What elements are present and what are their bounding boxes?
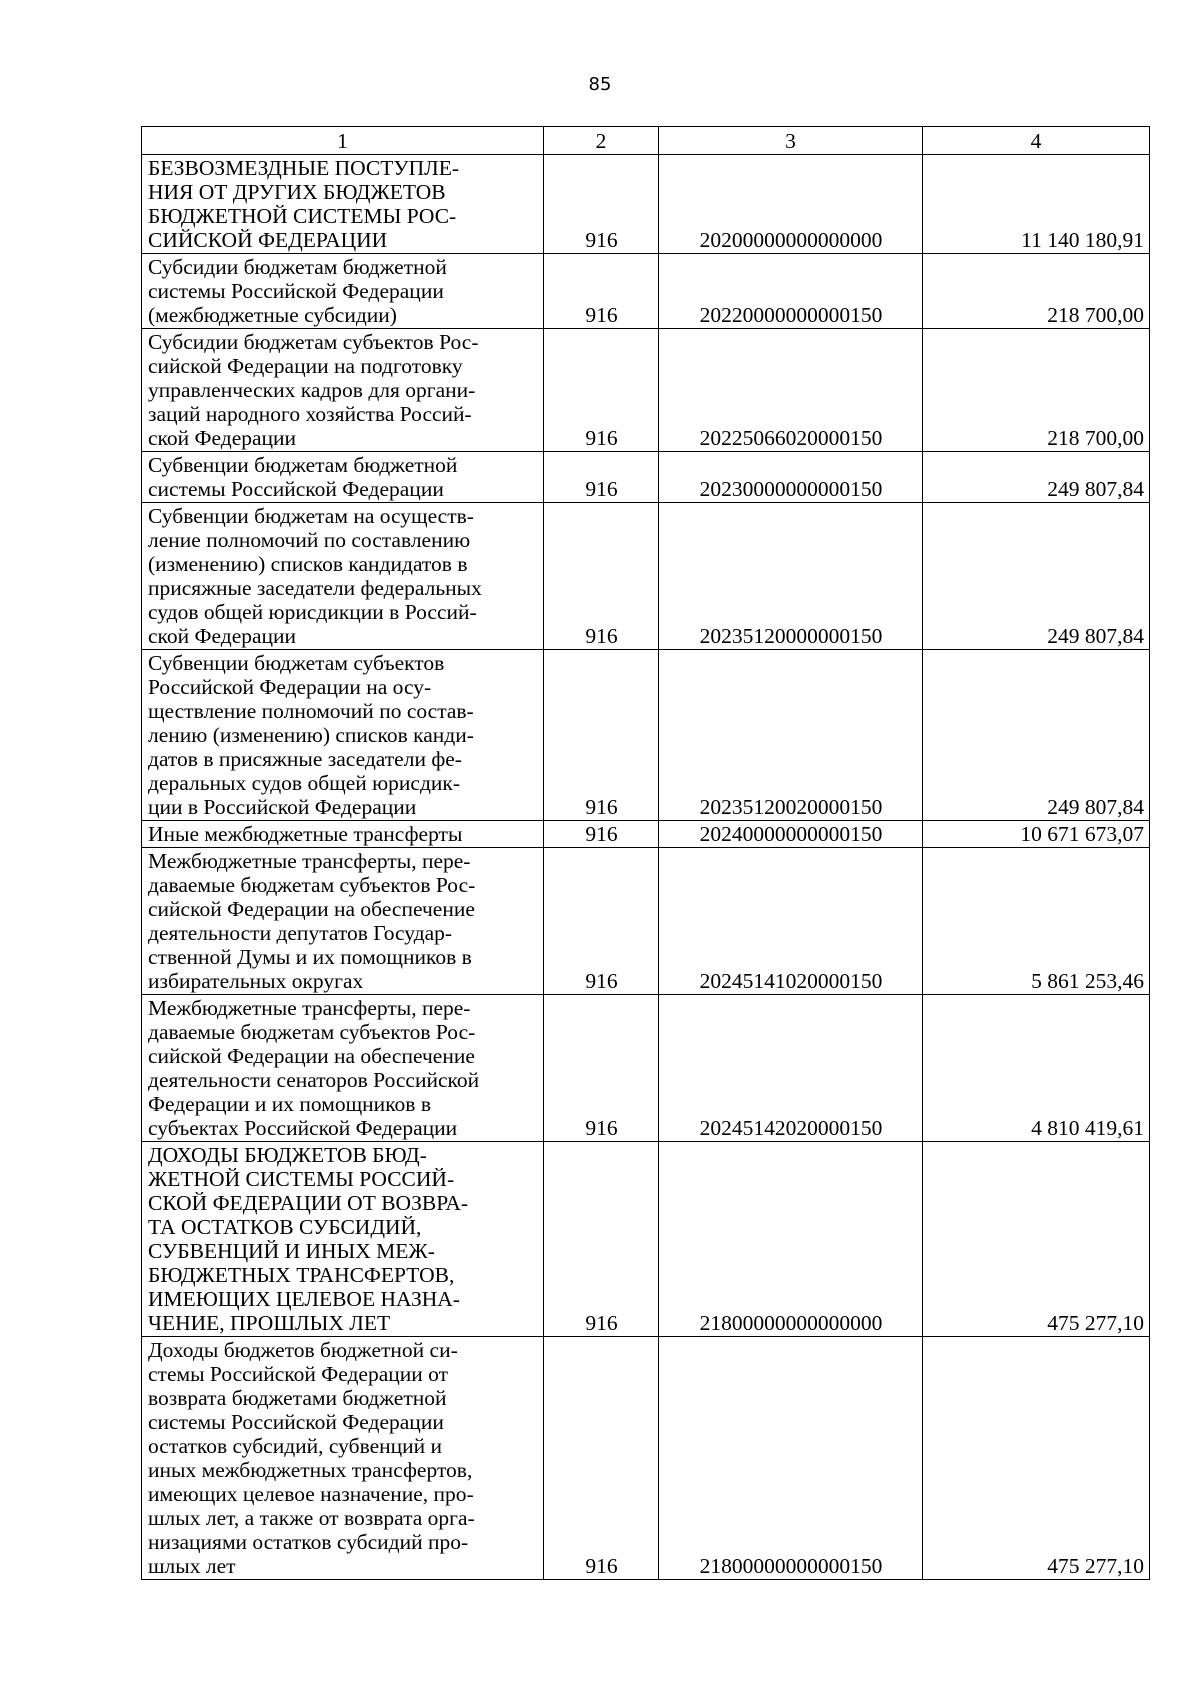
table-row: [142, 503, 1150, 650]
table-body: [142, 127, 1150, 1580]
budget-code-cell: 20235120000000150: [659, 503, 923, 650]
amount-cell: 249 807,84: [923, 650, 1150, 821]
budget-code-cell: 20235120020000150: [659, 650, 923, 821]
budget-code-cell: 20200000000000000: [659, 155, 923, 254]
table-row: [142, 821, 1150, 848]
admin-code-cell: 916: [544, 503, 659, 650]
amount-cell: 475 277,10: [923, 1142, 1150, 1337]
revenue-name-cell: Субвенции бюджетам субъектов Российской Федерации на осу- ществление полномочий по состав- лению (изменению) списков канди- датов в присяжные заседатели фе- деральных судов общей юрисдик- ции в Российской Федерации: [142, 650, 544, 821]
table-row: [142, 254, 1150, 329]
admin-code-cell: 916: [544, 1142, 659, 1337]
table-row: [142, 452, 1150, 503]
admin-code-cell: 916: [544, 821, 659, 848]
amount-cell: 249 807,84: [923, 503, 1150, 650]
budget-code-cell: 20220000000000150: [659, 254, 923, 329]
admin-code-cell: 916: [544, 650, 659, 821]
revenue-name-cell: Субвенции бюджетам на осуществ- ление полномочий по составлению (изменению) списков кандидатов в присяжные заседатели федеральных судов общей юрисдикции в Россий- ской Федерации: [142, 503, 544, 650]
table-row: [142, 848, 1150, 995]
amount-cell: 249 807,84: [923, 452, 1150, 503]
table-row: [142, 995, 1150, 1142]
amount-cell: 218 700,00: [923, 254, 1150, 329]
admin-code-cell: 916: [544, 452, 659, 503]
revenue-name-cell: Межбюджетные трансферты, пере- даваемые бюджетам субъектов Рос- сийской Федерации на обеспечение деятельности сенаторов Российской Федерации и их помощников в субъектах Российской Федерации: [142, 995, 544, 1142]
revenue-name-cell: Субсидии бюджетам субъектов Рос- сийской Федерации на подготовку управленческих кадров для органи- заций народного хозяйства Россий- ской Федерации: [142, 329, 544, 452]
amount-cell: 475 277,10: [923, 1337, 1150, 1580]
header-cell-4: 4: [923, 127, 1150, 155]
admin-code-cell: 916: [544, 848, 659, 995]
table-row: [142, 1142, 1150, 1337]
budget-code-cell: 21800000000000000: [659, 1142, 923, 1337]
revenue-name-cell: Иные межбюджетные трансферты: [142, 821, 544, 848]
revenue-name-cell: Субвенции бюджетам бюджетной системы Российской Федерации: [142, 452, 544, 503]
admin-code-cell: 916: [544, 155, 659, 254]
table-row: [142, 329, 1150, 452]
budget-code-cell: 20245141020000150: [659, 848, 923, 995]
table-row: [142, 1337, 1150, 1580]
header-cell-3: 3: [659, 127, 923, 155]
revenue-name-cell: Межбюджетные трансферты, пере- даваемые бюджетам субъектов Рос- сийской Федерации на обеспечение деятельности депутатов Государ- ственной Думы и их помощников в избирательных округах: [142, 848, 544, 995]
amount-cell: 4 810 419,61: [923, 995, 1150, 1142]
revenue-name-cell: ДОХОДЫ БЮДЖЕТОВ БЮД- ЖЕТНОЙ СИСТЕМЫ РОССИЙ- СКОЙ ФЕДЕРАЦИИ ОТ ВОЗВРА- ТА ОСТАТКОВ СУБСИДИЙ, СУБВЕНЦИЙ И ИНЫХ МЕЖ- БЮДЖЕТНЫХ ТРАНСФЕРТОВ, ИМЕЮЩИХ ЦЕЛЕВОЕ НАЗНА- ЧЕНИЕ, ПРОШЛЫХ ЛЕТ: [142, 1142, 544, 1337]
admin-code-cell: 916: [544, 995, 659, 1142]
revenue-name-cell: Доходы бюджетов бюджетной си- стемы Российской Федерации от возврата бюджетами бюджетной системы Российской Федерации остатков субсидий, субвенций и иных межбюджетных трансфертов, имеющих целевое назначение, про- шлых лет, а также от возврата орга- низациями остатков субсидий про- шлых лет: [142, 1337, 544, 1580]
budget-code-cell: 20225066020000150: [659, 329, 923, 452]
revenue-name-cell: Субсидии бюджетам бюджетной системы Российской Федерации (межбюджетные субсидии): [142, 254, 544, 329]
header-cell-1: 1: [142, 127, 544, 155]
amount-cell: 10 671 673,07: [923, 821, 1150, 848]
amount-cell: 218 700,00: [923, 329, 1150, 452]
table-row: [142, 155, 1150, 254]
admin-code-cell: 916: [544, 329, 659, 452]
budget-code-cell: 21800000000000150: [659, 1337, 923, 1580]
revenue-table: [141, 126, 1150, 1580]
admin-code-cell: 916: [544, 254, 659, 329]
page-number: 85: [588, 74, 612, 95]
budget-code-cell: 20240000000000150: [659, 821, 923, 848]
budget-code-cell: 20245142020000150: [659, 995, 923, 1142]
budget-code-cell: 20230000000000150: [659, 452, 923, 503]
header-row: [142, 127, 1150, 155]
table-row: [142, 650, 1150, 821]
amount-cell: 11 140 180,91: [923, 155, 1150, 254]
admin-code-cell: 916: [544, 1337, 659, 1580]
amount-cell: 5 861 253,46: [923, 848, 1150, 995]
revenue-name-cell: БЕЗВОЗМЕЗДНЫЕ ПОСТУПЛЕ- НИЯ ОТ ДРУГИХ БЮДЖЕТОВ БЮДЖЕТНОЙ СИСТЕМЫ РОС- СИЙСКОЙ ФЕДЕРАЦИИ: [142, 155, 544, 254]
header-cell-2: 2: [544, 127, 659, 155]
